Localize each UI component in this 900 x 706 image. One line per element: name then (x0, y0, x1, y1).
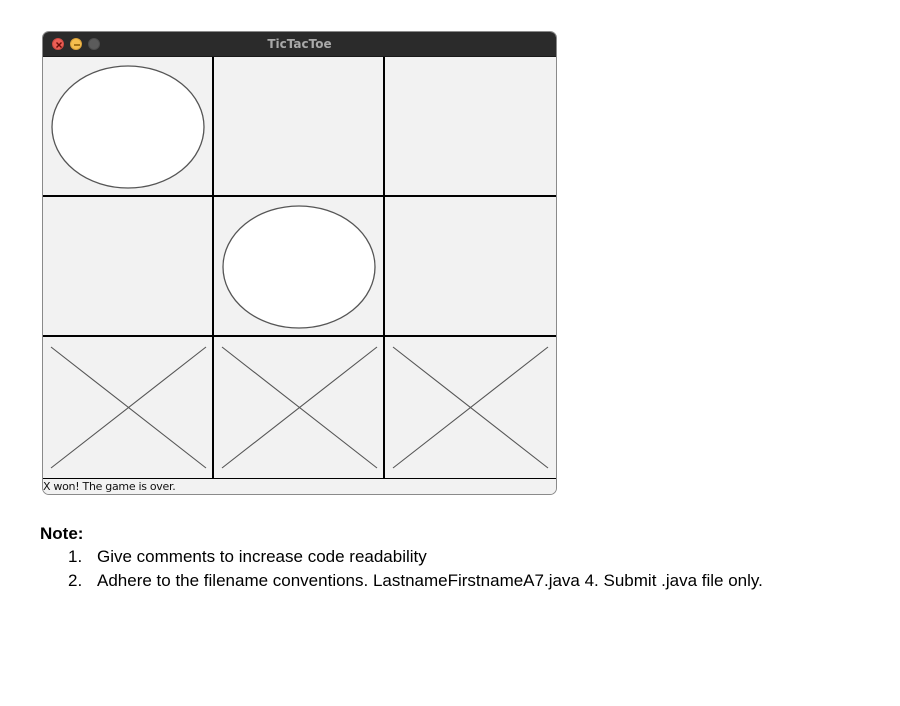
o-mark (214, 197, 385, 337)
board-cell-r2-c1[interactable] (214, 337, 385, 478)
x-mark (385, 337, 556, 478)
board-cell-r2-c0[interactable] (43, 337, 214, 478)
board-cell-r1-c2[interactable] (385, 197, 556, 337)
board-cell-r2-c2[interactable] (385, 337, 556, 478)
board-cell-r0-c1[interactable] (214, 57, 385, 197)
x-mark (214, 337, 385, 478)
status-bar (43, 478, 556, 494)
note-item-text: Give comments to increase code readability (97, 547, 427, 566)
game-board (43, 57, 556, 478)
window-title: TicTacToe (267, 37, 332, 51)
board-cell-r1-c0[interactable] (43, 197, 214, 337)
note-heading: Note: (40, 524, 84, 543)
note-item-number: 1. (68, 547, 83, 566)
board-cell-r0-c0[interactable] (43, 57, 214, 197)
status-message: X won! The game is over. (43, 480, 176, 493)
window-titlebar[interactable] (43, 32, 556, 57)
o-mark (43, 57, 214, 197)
board-cell-r1-c1[interactable] (214, 197, 385, 337)
board-cell-r0-c2[interactable] (385, 57, 556, 197)
tictactoe-window (42, 31, 557, 495)
x-mark (43, 337, 214, 478)
note-item-text: Adhere to the filename conventions. LastnameFirstnameA7.java 4. Submit .java file only. (97, 571, 763, 590)
note-item-number: 2. (68, 571, 83, 590)
